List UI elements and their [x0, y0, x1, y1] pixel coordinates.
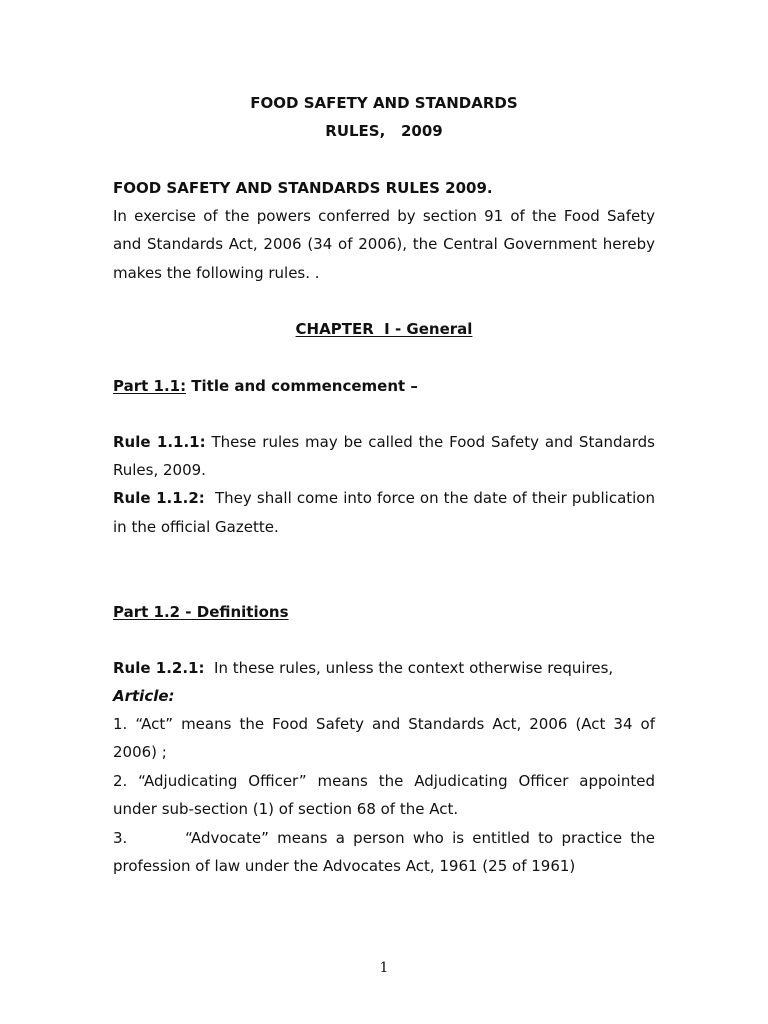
chapter-heading: CHAPTER I - General: [295, 320, 473, 338]
preamble-line-3: makes the following rules. .: [113, 264, 320, 282]
rule-1-2-1-line: [113, 659, 655, 677]
rule-1-1-1-text: These rules may be called the Food Safety and Standards: [205, 433, 655, 451]
preamble-line-2: and Standards Act, 2006 (34 of 2006), the Central Government hereby: [113, 235, 655, 253]
part-1-2-heading: Part 1.2 - Definitions: [113, 603, 289, 621]
rule-1-1-1-line-2: Rules, 2009.: [113, 461, 206, 479]
rule-1-1-1-label: Rule 1.1.1:: [113, 433, 206, 451]
definition-1-line-2: 2006) ;: [113, 743, 167, 761]
rule-1-2-1-label: Rule 1.2.1:: [113, 659, 205, 677]
doc-title-line-2: RULES, 2009: [325, 122, 443, 140]
definition-3-line-1: 3. “Advocate” means a person who is entitled to practice the: [113, 829, 655, 847]
definition-1-line-1: 1. “Act” means the Food Safety and Standards Act, 2006 (Act 34 of: [113, 715, 655, 733]
definition-2-line-1: 2. “Adjudicating Officer” means the Adjudicating Officer appointed: [113, 772, 655, 790]
preamble-line-1: In exercise of the powers conferred by section 91 of the Food Safety: [113, 207, 655, 225]
definition-3-line-2: profession of law under the Advocates Act, 1961 (25 of 1961): [113, 857, 576, 875]
part-1-1-label: Part 1.1:: [113, 377, 187, 395]
part-1-1-heading: [113, 377, 655, 395]
page-number: 1: [379, 960, 389, 976]
part-1-1-title: Title and commencement –: [186, 377, 418, 395]
rule-1-1-2-line-2: in the official Gazette.: [113, 518, 279, 536]
doc-title-line-1: FOOD SAFETY AND STANDARDS: [250, 94, 518, 112]
preamble-heading: FOOD SAFETY AND STANDARDS RULES 2009.: [113, 179, 493, 197]
rule-1-1-2-label: Rule 1.1.2:: [113, 489, 205, 507]
article-label: Article:: [113, 687, 175, 705]
rule-1-2-1-text: In these rules, unless the context otherwise requires,: [204, 659, 614, 677]
rule-1-1-2-line-1: [113, 489, 655, 507]
rule-1-1-2-text: They shall come into force on the date of their publication: [204, 489, 655, 507]
rule-1-1-1-line-1: [113, 433, 655, 451]
definition-2-line-2: under sub-section (1) of section 68 of the Act.: [113, 800, 459, 818]
